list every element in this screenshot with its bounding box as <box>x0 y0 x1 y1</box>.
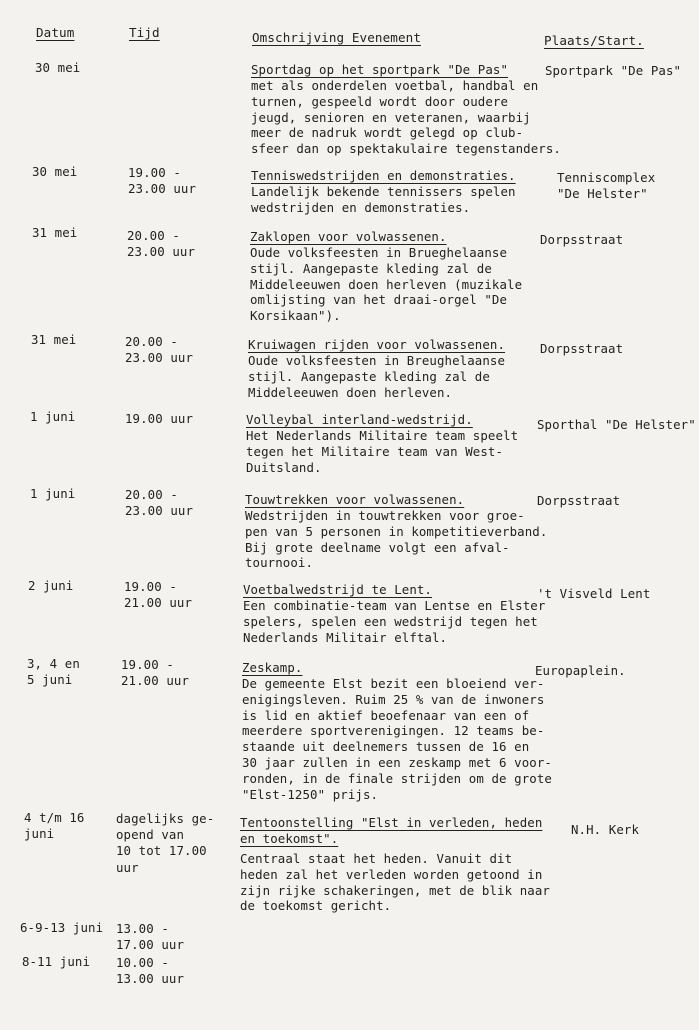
extra-row-date: 6-9-13 juni <box>20 920 104 935</box>
event-date: 4 t/m 16 juni <box>24 810 85 842</box>
event-date: 2 juni <box>28 578 74 593</box>
event-time: 19.00 uur <box>125 411 194 426</box>
event-date: 3, 4 en 5 juni <box>27 656 80 688</box>
header-datum: Datum <box>36 25 75 40</box>
event-time: dagelijks ge- opend van 10 tot 17.00 uur <box>116 811 215 875</box>
event-time: 19.00 - 23.00 uur <box>128 165 197 197</box>
header-omschrijving: Omschrijving Evenement <box>252 30 422 45</box>
event-description: Oude volksfeesten in Breughelaanse stijl. Aangepaste kleding zal de Middeleeuwen doen herleven. <box>248 353 506 400</box>
event-place: Europaplein. <box>535 663 626 678</box>
header-tijd: Tijd <box>129 25 160 40</box>
event-place: Sporthal "De Helster" <box>537 417 696 432</box>
event-title: Touwtrekken voor volwassenen. <box>245 492 465 507</box>
event-time: 19.00 - 21.00 uur <box>124 579 193 611</box>
event-place: Dorpsstraat <box>537 493 621 508</box>
event-place: Dorpsstraat <box>540 232 624 247</box>
event-description: De gemeente Elst bezit een bloeiend ver- enigingsleven. Ruim 25 % van de inwoners is lid en aktief beoefenaar van een of meerdere sportverenigingen. 12 teams be- staande uit deelnemers tussen de 16 en 30 jaar zullen in een zeskamp met 6 voor- ronden, in de finale strijden om de grote "Elst-1250" prijs. <box>242 676 552 802</box>
event-date: 31 mei <box>32 225 78 240</box>
event-title: Voetbalwedstrijd te Lent. <box>243 582 432 597</box>
event-title: Zeskamp. <box>242 660 303 675</box>
event-title: Kruiwagen rijden voor volwassenen. <box>248 337 506 352</box>
event-date: 1 juni <box>30 486 76 501</box>
extra-row-date: 8-11 juni <box>22 954 91 969</box>
event-description: Het Nederlands Militaire team speelt tegen het Militaire team van West- Duitsland. <box>246 428 519 475</box>
event-title: Tentoonstelling "Elst in verleden, heden en toekomst". <box>240 815 543 847</box>
event-title: Zaklopen voor volwassenen. <box>250 229 447 244</box>
event-place: N.H. Kerk <box>571 822 640 837</box>
header-plaats: Plaats/Start. <box>544 33 644 48</box>
extra-row-time: 10.00 - 13.00 uur <box>116 955 185 987</box>
event-time: 20.00 - 23.00 uur <box>125 334 194 366</box>
event-date: 1 juni <box>30 409 76 424</box>
event-title: Sportdag op het sportpark "De Pas" <box>251 62 509 77</box>
event-title: Volleybal interland-wedstrijd. <box>246 412 473 427</box>
event-place: 't Visveld Lent <box>537 586 651 601</box>
event-description: Een combinatie-team van Lentse en Elster spelers, spelen een wedstrijd tegen het Nederlands Militair elftal. <box>243 598 546 645</box>
event-time: 19.00 - 21.00 uur <box>121 657 190 689</box>
event-description: Wedstrijden in touwtrekken voor groe- pen van 5 personen in kompetitieverband. Bij grote deelname volgt een afval- tournooi. <box>245 508 548 571</box>
event-description: Oude volksfeesten in Brueghelaanse stijl. Aangepaste kleding zal de Middeleeuwen doen herleven (muzikale omlijsting van het draai-orgel "De Korsikaan"). <box>250 245 523 324</box>
event-date: 30 mei <box>32 164 78 179</box>
event-description: Landelijk bekende tennissers spelen wedstrijden en demonstraties. <box>251 184 516 215</box>
extra-row-time: 13.00 - 17.00 uur <box>116 921 185 953</box>
event-date: 31 mei <box>31 332 77 347</box>
event-description: met als onderdelen voetbal, handbal en turnen, gespeeld wordt door oudere jeugd, senioren en veteranen, waarbij meer de nadruk wordt gelegd op club- sfeer dan op spektakulaire tegenstanders. <box>251 78 561 157</box>
event-place: Tenniscomplex "De Helster" <box>557 170 656 202</box>
event-title: Tenniswedstrijden en demonstraties. <box>251 168 516 183</box>
event-description: Centraal staat het heden. Vanuit dit heden zal het verleden worden getoond in zijn rijke schakeringen, met de blik naar de toekomst gericht. <box>240 851 550 914</box>
event-place: Dorpsstraat <box>540 341 624 356</box>
event-time: 20.00 - 23.00 uur <box>127 228 196 260</box>
event-date: 30 mei <box>35 60 81 75</box>
event-time: 20.00 - 23.00 uur <box>125 487 194 519</box>
event-place: Sportpark "De Pas" <box>545 63 682 78</box>
